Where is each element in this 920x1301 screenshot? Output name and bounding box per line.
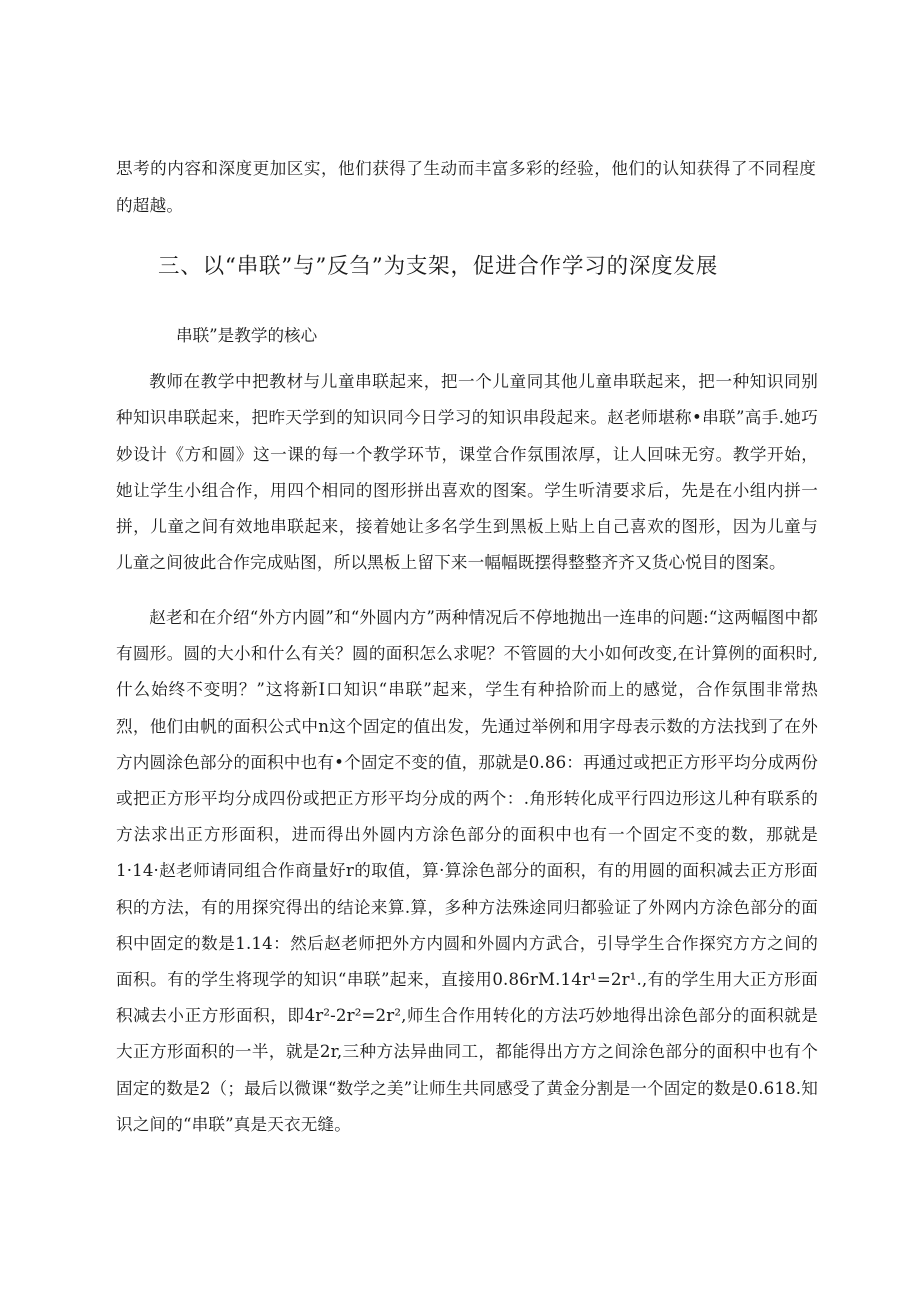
subheading: 串联”是教学的核心: [176, 326, 318, 345]
intro-paragraph: 思考的内容和深度更加区实，他们获得了生动而丰富多彩的经验，他们的认知获得了不同程度的超越。: [116, 159, 816, 215]
body-paragraph-1: 教师在教学中把教材与儿童串联起来，把一个儿童同其他儿童串联起来，把一种知识同别种知识串联起来，把昨天学到的知识同今日学习的知识串段起来。赵老师堪称•串联”高手.她巧妙设计《方和圆》这一课的每一个教学环节，课堂合作氛围浓厚，让人回味无穷。教学开始，她让学生小组合作，用四个相同的图形拼出喜欢的图案。学生听清要求后，先是在小组内拼一拼，儿童之间有效地串联起来，接着她让多名学生到黑板上贴上自己喜欢的图形，因为儿童与儿童之间彼此合作完成贴图，所以黑板上留下来一幅幅既摆得整整齐齐又货心悦目的图案。: [116, 372, 818, 573]
section-heading: 三、以“串联”与”反刍”为支架，促进合作学习的深度发展: [158, 254, 719, 279]
body-paragraph-2: 赵老和在介绍“外方内圆”和“外圆内方”两种情况后不停地抛出一连串的问题:“这两幅图中都有圆形。圆的大小和什么有关？圆的面积怎么求呢？不管圆的大小如何改变,在计算例的面积时,什么始终不变明？”这将新I口知识“串联”起来，学生有种拾阶而上的感觉，合作氛围非常热烈，他们由帆的面积公式中n这个固定的值出发，先通过举例和用字母表示数的方法找到了在外方内圆涂色部分的面积中也有•个固定不变的值，那就是0.86：再通过或把正方形平均分成两份或把正方形平均分成四份或把正方形平均分成的两个：.角形转化成平行四边形这儿种有联系的方法求出正方形面积，进而得出外圆内方涂色部分的面积中也有一个固定不变的数，那就是1·14·赵老师请同组合作商量好r的取值，算·算涂色部分的面积，有的用圆的面积减去正方形面积的方法，有的用探究得出的结论来算.算，多种方法殊途同归都验证了外网内方涂色部分的面积中固定的数是1.14：然后赵老师把外方内圆和外圆内方武合，引导学生合作探究方方之间的面积。有的学生将现学的知识“串联”起来，直接用0.86rM.14r¹=2r¹.,有的学生用大正方形面积减去小正方形面积，即4r²-2r²=2r²,师生合作用转化的方法巧妙地得出涂色部分的面积就是大正方形面积的一半，就是2r,三种方法异曲同工，都能得出方方之间涂色部分的面积中也有个固定的数是2（；最后以微课“数学之美”让师生共同感受了黄金分割是一个固定的数是0.618.知识之间的“串联”真是天衣无缝。: [116, 608, 818, 1134]
